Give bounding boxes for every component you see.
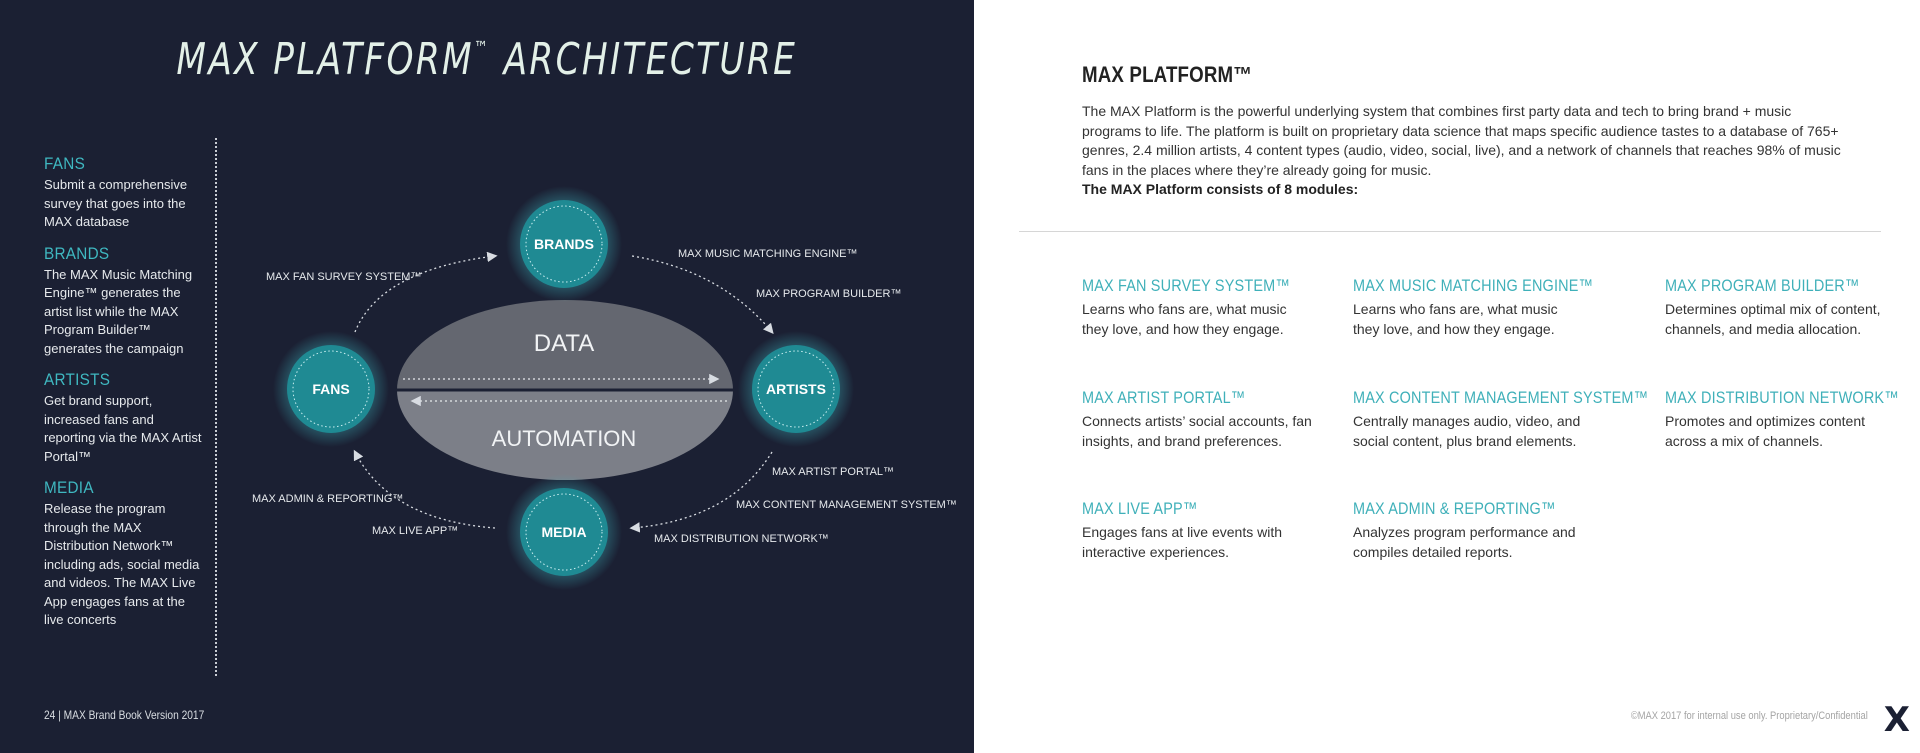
page-footer-left: 24 | MAX Brand Book Version 2017	[44, 708, 205, 722]
side-text: The MAX Music Matching Engine™ generates the artist list while the MAX Program Builder™ generates the campaign	[44, 266, 193, 356]
node-label: ARTISTS	[766, 381, 826, 397]
label-music-matching: MAX MUSIC MATCHING ENGINE™	[678, 248, 858, 260]
side-text: Release the program through the MAX Distribution Network™ including ads, social media and videos. The MAX Live App engages fans at the live concerts	[44, 501, 200, 627]
title-main: MAX PLATFORM	[176, 34, 474, 85]
node-brands	[506, 186, 622, 302]
intro-paragraph: The MAX Platform is the powerful underlying system that combines first party data and tech to bring brand + music programs to life. The platform is built on proprietary data science that maps specific audience tastes to a database of 765+ genres, 2.4 million artists, 4 content types (audio, video, social, live), and a network of channels that reaches 98% of music fans in the places where they’re already going for music.	[1082, 103, 1841, 178]
side-heading: BRANDS	[44, 243, 110, 263]
module-desc: Analyzes program performance and compiles detailed reports.	[1353, 524, 1576, 560]
label-program-builder: MAX PROGRAM BUILDER™	[756, 288, 902, 300]
label-distribution: MAX DISTRIBUTION NETWORK™	[654, 533, 829, 545]
dotted-divider	[215, 138, 217, 676]
label-admin: MAX ADMIN & REPORTING™	[252, 493, 404, 505]
center-ellipse	[397, 300, 733, 480]
module-live-app	[1082, 499, 1382, 562]
module-name: MAX MUSIC MATCHING ENGINE™	[1353, 276, 1594, 295]
section-title: MAX PLATFORM™	[1082, 62, 1253, 87]
module-name: MAX CONTENT MANAGEMENT SYSTEM™	[1353, 388, 1649, 407]
node-label: BRANDS	[534, 236, 594, 252]
side-block-fans	[44, 154, 206, 232]
module-desc: Engages fans at live events with interactive experiences.	[1082, 524, 1283, 560]
side-block-media	[44, 478, 206, 630]
side-heading: MEDIA	[44, 478, 94, 497]
divider	[1019, 231, 1881, 232]
module-desc: Learns who fans are, what music they love, and how they engage.	[1353, 301, 1558, 337]
node-fans	[273, 331, 389, 447]
page-title	[107, 34, 867, 85]
architecture-diagram	[220, 160, 960, 600]
module-program-builder	[1665, 276, 1920, 339]
max-logo: X	[1883, 700, 1910, 740]
center-label-data: DATA	[533, 330, 595, 357]
intro-bold: The MAX Platform consists of 8 modules:	[1082, 181, 1359, 197]
module-name: MAX ADMIN & REPORTING™	[1353, 499, 1556, 518]
module-artist-portal	[1082, 388, 1382, 451]
label-artist-portal: MAX ARTIST PORTAL™	[772, 466, 895, 478]
center-label-automation: AUTOMATION	[491, 426, 637, 451]
title-rest: ARCHITECTURE	[490, 34, 798, 85]
label-fan-survey: MAX FAN SURVEY SYSTEM™	[266, 271, 422, 283]
module-name: MAX ARTIST PORTAL™	[1082, 388, 1246, 407]
module-name: MAX LIVE APP™	[1082, 499, 1198, 518]
node-label: FANS	[312, 381, 350, 397]
module-admin-reporting	[1353, 499, 1653, 562]
module-fan-survey	[1082, 276, 1382, 339]
module-name: MAX FAN SURVEY SYSTEM™	[1082, 276, 1290, 295]
module-desc: Promotes and optimizes content across a mix of channels.	[1665, 413, 1865, 449]
module-content-mgmt	[1353, 388, 1653, 451]
side-descriptions	[44, 154, 206, 642]
side-block-brands	[44, 244, 206, 359]
module-name: MAX DISTRIBUTION NETWORK™	[1665, 388, 1899, 407]
side-heading: ARTISTS	[44, 370, 111, 389]
diagram-svg	[220, 160, 960, 600]
module-name: MAX PROGRAM BUILDER™	[1665, 276, 1860, 295]
module-music-matching	[1353, 276, 1653, 339]
module-desc: Learns who fans are, what music they love, and how they engage.	[1082, 301, 1287, 337]
node-label: MEDIA	[541, 524, 587, 540]
node-media	[506, 474, 622, 590]
module-desc: Centrally manages audio, video, and social content, plus brand elements.	[1353, 413, 1581, 449]
module-distribution	[1665, 388, 1920, 451]
title-tm: ™	[473, 38, 491, 59]
page-footer-right: ©MAX 2017 for internal use only. Proprietary/Confidential	[1631, 710, 1868, 722]
label-content-mgmt: MAX CONTENT MANAGEMENT SYSTEM™	[736, 499, 957, 511]
side-heading: FANS	[44, 154, 86, 173]
node-artists	[738, 331, 854, 447]
label-live-app: MAX LIVE APP™	[372, 525, 459, 537]
right-page	[974, 0, 1920, 753]
module-desc: Connects artists’ social accounts, fan insights, and brand preferences.	[1082, 413, 1312, 449]
side-text: Get brand support, increased fans and reporting via the MAX Artist Portal™	[44, 393, 202, 464]
side-text: Submit a comprehensive survey that goes into the MAX database	[44, 177, 188, 229]
side-block-artists	[44, 370, 206, 466]
module-desc: Determines optimal mix of content, channels, and media allocation.	[1665, 301, 1881, 337]
